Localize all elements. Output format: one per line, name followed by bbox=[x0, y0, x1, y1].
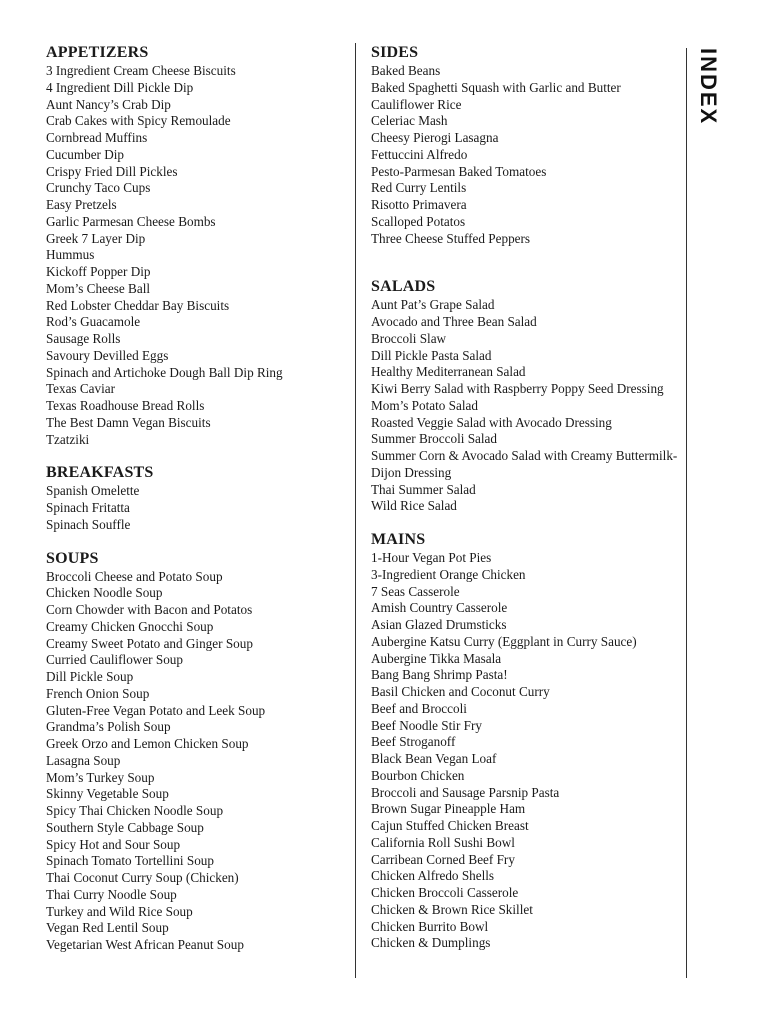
recipe-item: Vegetarian West African Peanut Soup bbox=[46, 937, 244, 952]
recipe-item: 3 Ingredient Cream Cheese Biscuits bbox=[46, 63, 236, 78]
recipe-item: Aunt Pat’s Grape Salad bbox=[371, 297, 495, 313]
recipe-item: Spinach Souffle bbox=[46, 516, 131, 532]
recipe-item: Mom’s Cheese Ball bbox=[46, 280, 151, 296]
section-breakfasts bbox=[46, 463, 346, 533]
recipe-item: Kiwi Berry Salad with Raspberry Poppy Seed Dressing bbox=[371, 381, 664, 396]
recipe-item: Cajun Stuffed Chicken Breast bbox=[371, 818, 529, 833]
recipe-item: Grandma’s Polish Soup bbox=[46, 719, 171, 735]
recipe-item: Fettuccini Alfredo bbox=[371, 146, 468, 162]
section-heading: SIDES bbox=[371, 44, 419, 61]
recipe-item: Gluten-Free Vegan Potato and Leek Soup bbox=[46, 702, 266, 718]
recipe-item: Easy Pretzels bbox=[46, 197, 117, 212]
recipe-item: Roasted Veggie Salad with Avocado Dressing bbox=[371, 414, 612, 430]
recipe-item: Vegan Red Lentil Soup bbox=[46, 920, 169, 936]
recipe-item: Thai Coconut Curry Soup (Chicken) bbox=[46, 870, 239, 885]
recipe-item: Wild Rice Salad bbox=[371, 498, 457, 514]
recipe-item: Aunt Nancy’s Crab Dip bbox=[46, 96, 171, 112]
recipe-item: Summer Broccoli Salad bbox=[371, 431, 497, 447]
section-heading: SOUPS bbox=[46, 549, 99, 567]
recipe-item: Celeriac Mash bbox=[371, 113, 448, 129]
section-mains bbox=[371, 530, 683, 952]
section-appetizers bbox=[46, 43, 346, 448]
recipe-item: Hummus bbox=[46, 247, 95, 263]
index-divider bbox=[686, 48, 687, 978]
recipe-item: Spinach Tomato Tortellini Soup bbox=[46, 853, 214, 869]
index-title: INDEX bbox=[696, 48, 721, 126]
recipe-list bbox=[371, 63, 683, 247]
recipe-item: French Onion Soup bbox=[46, 685, 150, 701]
recipe-item: Pesto-Parmesan Baked Tomatoes bbox=[371, 163, 547, 179]
recipe-item: Chicken & Brown Rice Skillet bbox=[371, 901, 533, 917]
recipe-item: Mom’s Turkey Soup bbox=[46, 769, 155, 785]
recipe-item: Mom’s Potato Salad bbox=[371, 397, 478, 413]
recipe-item: Chicken Noodle Soup bbox=[46, 585, 163, 601]
left-column bbox=[46, 43, 346, 969]
recipe-item: Bang Bang Shrimp Pasta! bbox=[371, 667, 508, 683]
recipe-item: Scalloped Potatos bbox=[371, 213, 466, 229]
recipe-item: Creamy Chicken Gnocchi Soup bbox=[46, 618, 214, 634]
recipe-item: Skinny Vegetable Soup bbox=[46, 786, 169, 802]
recipe-list bbox=[46, 483, 346, 533]
recipe-item: Crunchy Taco Cups bbox=[46, 180, 151, 196]
section-heading: MAINS bbox=[371, 531, 426, 548]
recipe-item: Chicken Burrito Bowl bbox=[371, 918, 489, 934]
recipe-item: Healthy Mediterranean Salad bbox=[371, 364, 526, 380]
recipe-item: Basil Chicken and Coconut Curry bbox=[371, 684, 550, 699]
recipe-item: Bourbon Chicken bbox=[371, 767, 465, 783]
recipe-item: Avocado and Three Bean Salad bbox=[371, 314, 537, 329]
recipe-item: Broccoli Slaw bbox=[371, 330, 447, 346]
recipe-item: Chicken Alfredo Shells bbox=[371, 868, 495, 884]
recipe-item: Cauliflower Rice bbox=[371, 96, 462, 112]
recipe-item: Spinach Fritatta bbox=[46, 500, 130, 515]
recipe-item: Texas Roadhouse Bread Rolls bbox=[46, 398, 205, 413]
recipe-item: 7 Seas Casserole bbox=[371, 583, 460, 599]
recipe-item: Amish Country Casserole bbox=[371, 600, 508, 616]
recipe-item: California Roll Sushi Bowl bbox=[371, 834, 515, 850]
recipe-item: Greek 7 Layer Dip bbox=[46, 230, 146, 246]
recipe-item: Cucumber Dip bbox=[46, 146, 125, 162]
recipe-item: Savoury Devilled Eggs bbox=[46, 347, 169, 363]
recipe-item: Aubergine Katsu Curry (Eggplant in Curry Sauce) bbox=[371, 633, 637, 649]
recipe-item: Spicy Hot and Sour Soup bbox=[46, 836, 181, 852]
recipe-item: Cornbread Muffins bbox=[46, 130, 148, 145]
recipe-item: Beef Noodle Stir Fry bbox=[371, 717, 482, 733]
recipe-item: Asian Glazed Drumsticks bbox=[371, 617, 507, 632]
recipe-item: Thai Summer Salad bbox=[371, 481, 476, 497]
recipe-item: Baked Spaghetti Squash with Garlic and Butter bbox=[371, 79, 621, 95]
recipe-item: 4 Ingredient Dill Pickle Dip bbox=[46, 79, 194, 95]
recipe-item: Carribean Corned Beef Fry bbox=[371, 851, 515, 867]
recipe-item: Crab Cakes with Spicy Remoulade bbox=[46, 113, 231, 129]
recipe-item: The Best Damn Vegan Biscuits bbox=[46, 414, 211, 430]
recipe-list bbox=[371, 297, 683, 515]
recipe-item: Sausage Rolls bbox=[46, 331, 121, 346]
recipe-item: Dill Pickle Soup bbox=[46, 669, 134, 684]
recipe-item: Summer Corn & Avocado Salad with Creamy Buttermilk-Dijon Dressing bbox=[371, 448, 678, 480]
section-heading: APPETIZERS bbox=[46, 44, 149, 61]
recipe-item: Spinach and Artichoke Dough Ball Dip Ring bbox=[46, 364, 283, 380]
recipe-item: Brown Sugar Pineapple Ham bbox=[371, 801, 526, 817]
recipe-item: Rod’s Guacamole bbox=[46, 314, 141, 330]
recipe-item: Curried Cauliflower Soup bbox=[46, 652, 183, 668]
recipe-item: Southern Style Cabbage Soup bbox=[46, 819, 204, 835]
recipe-item: Broccoli Cheese and Potato Soup bbox=[46, 568, 223, 584]
recipe-item: Spanish Omelette bbox=[46, 483, 140, 499]
recipe-item: Aubergine Tikka Masala bbox=[371, 650, 502, 666]
recipe-item: Broccoli and Sausage Parsnip Pasta bbox=[371, 784, 560, 800]
recipe-item: Beef Stroganoff bbox=[371, 734, 456, 750]
section-heading: SALADS bbox=[371, 278, 436, 296]
recipe-item: Texas Caviar bbox=[46, 381, 116, 397]
recipe-item: Lasagna Soup bbox=[46, 752, 121, 768]
recipe-item: Thai Curry Noodle Soup bbox=[46, 886, 177, 902]
recipe-item: Chicken Broccoli Casserole bbox=[371, 885, 519, 900]
recipe-item: Baked Beans bbox=[371, 63, 441, 78]
recipe-item: Chicken & Dumplings bbox=[371, 935, 491, 951]
right-column bbox=[371, 43, 683, 967]
recipe-item: 1-Hour Vegan Pot Pies bbox=[371, 550, 492, 565]
recipe-list bbox=[46, 63, 346, 448]
recipe-item: Beef and Broccoli bbox=[371, 700, 467, 716]
recipe-item: Black Bean Vegan Loaf bbox=[371, 751, 497, 766]
recipe-item: Turkey and Wild Rice Soup bbox=[46, 903, 193, 919]
recipe-item: Dill Pickle Pasta Salad bbox=[371, 347, 492, 363]
recipe-list bbox=[46, 569, 346, 954]
recipe-item: Risotto Primavera bbox=[371, 197, 467, 212]
recipe-item: Crispy Fried Dill Pickles bbox=[46, 163, 178, 179]
recipe-list bbox=[371, 550, 683, 952]
recipe-item: Spicy Thai Chicken Noodle Soup bbox=[46, 803, 224, 818]
column-divider bbox=[355, 43, 356, 978]
recipe-item: 3-Ingredient Orange Chicken bbox=[371, 566, 526, 582]
recipe-item: Cheesy Pierogi Lasagna bbox=[371, 130, 499, 145]
section-sides bbox=[371, 43, 683, 247]
recipe-item: Creamy Sweet Potato and Ginger Soup bbox=[46, 635, 253, 651]
recipe-item: Corn Chowder with Bacon and Potatos bbox=[46, 602, 253, 617]
recipe-item: Tzatziki bbox=[46, 431, 90, 447]
recipe-item: Red Lobster Cheddar Bay Biscuits bbox=[46, 297, 230, 313]
recipe-item: Three Cheese Stuffed Peppers bbox=[371, 230, 531, 246]
recipe-item: Greek Orzo and Lemon Chicken Soup bbox=[46, 736, 249, 751]
recipe-item: Kickoff Popper Dip bbox=[46, 264, 151, 279]
section-soups bbox=[46, 549, 346, 954]
section-salads bbox=[371, 277, 683, 515]
section-heading: BREAKFASTS bbox=[46, 464, 154, 482]
recipe-item: Garlic Parmesan Cheese Bombs bbox=[46, 213, 216, 229]
recipe-item: Red Curry Lentils bbox=[371, 180, 467, 196]
